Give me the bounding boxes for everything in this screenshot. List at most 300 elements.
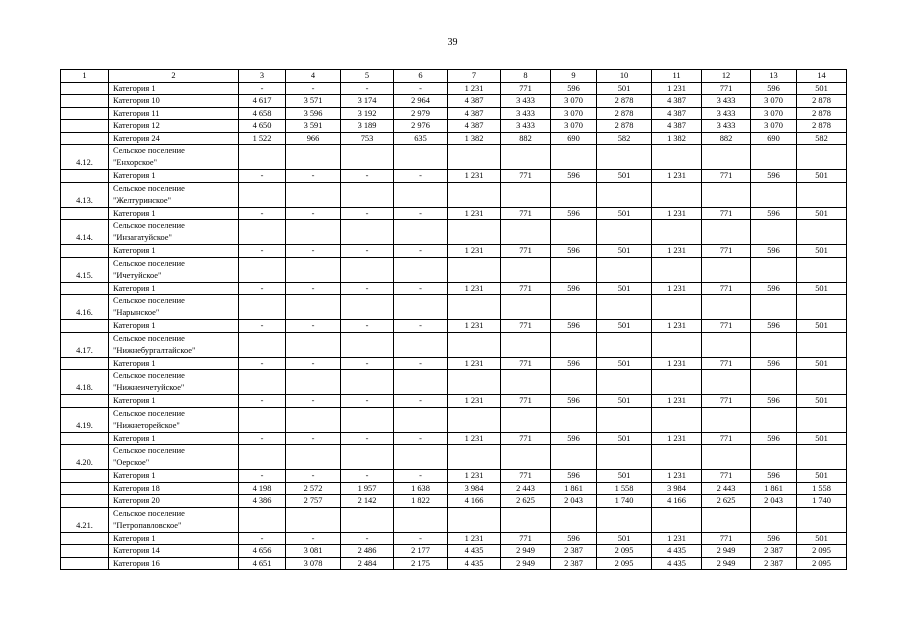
empty-cell xyxy=(551,407,597,432)
value-cell: 501 xyxy=(797,432,847,445)
value-cell: 690 xyxy=(551,132,597,145)
empty-cell xyxy=(501,332,551,357)
value-cell: 771 xyxy=(501,245,551,258)
value-cell: 596 xyxy=(551,245,597,258)
value-cell: - xyxy=(341,532,394,545)
empty-cell xyxy=(652,370,702,395)
value-cell: - xyxy=(286,320,341,333)
table-row xyxy=(61,95,847,108)
row-index: 4.16. xyxy=(61,295,109,320)
value-cell: 3 070 xyxy=(751,120,797,133)
table-row xyxy=(61,282,847,295)
settlement-row xyxy=(61,407,847,432)
value-cell: 4 435 xyxy=(652,557,702,570)
row-index xyxy=(61,395,109,408)
value-cell: 771 xyxy=(501,320,551,333)
row-index xyxy=(61,482,109,495)
empty-cell xyxy=(597,257,652,282)
empty-cell xyxy=(702,370,751,395)
settlement-name: Сельское поселение "Нижнеторейское" xyxy=(109,407,239,432)
empty-cell xyxy=(394,295,448,320)
value-cell: 582 xyxy=(797,132,847,145)
value-cell: 2 979 xyxy=(394,107,448,120)
value-cell: 2 625 xyxy=(501,495,551,508)
value-cell: 3 070 xyxy=(551,107,597,120)
value-cell: 501 xyxy=(597,170,652,183)
category-name: Категория 20 xyxy=(109,495,239,508)
row-index xyxy=(61,470,109,483)
empty-cell xyxy=(797,445,847,470)
empty-cell xyxy=(286,145,341,170)
empty-cell xyxy=(394,257,448,282)
value-cell: 1 822 xyxy=(394,495,448,508)
value-cell: 1 231 xyxy=(448,170,501,183)
empty-cell xyxy=(501,407,551,432)
empty-cell xyxy=(702,407,751,432)
empty-cell xyxy=(394,332,448,357)
column-header: 14 xyxy=(797,70,847,83)
value-cell: 3 433 xyxy=(702,120,751,133)
empty-cell xyxy=(797,257,847,282)
value-cell: 771 xyxy=(501,82,551,95)
value-cell: 3 571 xyxy=(286,95,341,108)
value-cell: 753 xyxy=(341,132,394,145)
empty-cell xyxy=(652,507,702,532)
value-cell: 771 xyxy=(702,357,751,370)
value-cell: 4 435 xyxy=(448,545,501,558)
empty-cell xyxy=(597,332,652,357)
value-cell: 771 xyxy=(501,532,551,545)
value-cell: 1 231 xyxy=(448,282,501,295)
value-cell: 1 861 xyxy=(751,482,797,495)
page-number: 39 xyxy=(447,37,458,48)
value-cell: 2 625 xyxy=(702,495,751,508)
value-cell: 4 387 xyxy=(448,120,501,133)
empty-cell xyxy=(239,182,286,207)
value-cell: 771 xyxy=(702,470,751,483)
settlement-name: Сельское поселение "Нарынское" xyxy=(109,295,239,320)
value-cell: - xyxy=(239,207,286,220)
value-cell: 2 387 xyxy=(751,545,797,558)
row-index xyxy=(61,82,109,95)
empty-cell xyxy=(341,407,394,432)
empty-cell xyxy=(286,407,341,432)
value-cell: 2 486 xyxy=(341,545,394,558)
empty-cell xyxy=(797,507,847,532)
empty-cell xyxy=(341,295,394,320)
empty-cell xyxy=(597,507,652,532)
category-name: Категория 16 xyxy=(109,557,239,570)
value-cell: 501 xyxy=(797,357,847,370)
value-cell: 1 861 xyxy=(551,482,597,495)
value-cell: 3 078 xyxy=(286,557,341,570)
value-cell: 2 387 xyxy=(751,557,797,570)
category-name: Категория 1 xyxy=(109,395,239,408)
empty-cell xyxy=(286,507,341,532)
category-name: Категория 1 xyxy=(109,320,239,333)
empty-cell xyxy=(797,332,847,357)
value-cell: 771 xyxy=(702,532,751,545)
value-cell: 3 070 xyxy=(551,95,597,108)
row-index xyxy=(61,107,109,120)
empty-cell xyxy=(652,182,702,207)
value-cell: - xyxy=(394,432,448,445)
value-cell: 1 522 xyxy=(239,132,286,145)
value-cell: 3 433 xyxy=(702,107,751,120)
table-row xyxy=(61,207,847,220)
value-cell: 501 xyxy=(797,82,847,95)
empty-cell xyxy=(448,145,501,170)
category-name: Категория 1 xyxy=(109,357,239,370)
empty-cell xyxy=(751,445,797,470)
value-cell: 4 387 xyxy=(448,95,501,108)
row-index xyxy=(61,245,109,258)
empty-cell xyxy=(702,445,751,470)
empty-cell xyxy=(341,332,394,357)
value-cell: 4 387 xyxy=(652,95,702,108)
category-name: Категория 14 xyxy=(109,545,239,558)
empty-cell xyxy=(551,257,597,282)
value-cell: 2 175 xyxy=(394,557,448,570)
table-row xyxy=(61,532,847,545)
value-cell: 596 xyxy=(551,357,597,370)
value-cell: 501 xyxy=(597,320,652,333)
value-cell: 771 xyxy=(702,320,751,333)
empty-cell xyxy=(597,145,652,170)
column-header: 8 xyxy=(501,70,551,83)
table-row xyxy=(61,545,847,558)
value-cell: 1 740 xyxy=(597,495,652,508)
value-cell: 1 231 xyxy=(448,470,501,483)
empty-cell xyxy=(551,445,597,470)
value-cell: - xyxy=(239,245,286,258)
row-index: 4.20. xyxy=(61,445,109,470)
value-cell: - xyxy=(286,207,341,220)
category-name: Категория 18 xyxy=(109,482,239,495)
value-cell: - xyxy=(286,432,341,445)
value-cell: 2 757 xyxy=(286,495,341,508)
value-cell: 501 xyxy=(597,470,652,483)
value-cell: 771 xyxy=(501,282,551,295)
settlement-name: Сельское поселение "Желтуринское" xyxy=(109,182,239,207)
value-cell: 4 651 xyxy=(239,557,286,570)
table-row xyxy=(61,107,847,120)
table-row xyxy=(61,82,847,95)
settlement-row xyxy=(61,257,847,282)
empty-cell xyxy=(286,182,341,207)
empty-cell xyxy=(751,182,797,207)
value-cell: 1 231 xyxy=(652,395,702,408)
value-cell: 596 xyxy=(551,470,597,483)
empty-cell xyxy=(286,370,341,395)
empty-cell xyxy=(394,145,448,170)
value-cell: 1 231 xyxy=(652,207,702,220)
value-cell: - xyxy=(394,82,448,95)
table-row xyxy=(61,482,847,495)
empty-cell xyxy=(751,370,797,395)
column-header: 11 xyxy=(652,70,702,83)
value-cell: 501 xyxy=(597,282,652,295)
tariff-table xyxy=(60,69,847,570)
empty-cell xyxy=(597,182,652,207)
table-row xyxy=(61,395,847,408)
value-cell: - xyxy=(286,395,341,408)
empty-cell xyxy=(797,145,847,170)
row-index xyxy=(61,545,109,558)
category-name: Категория 11 xyxy=(109,107,239,120)
empty-cell xyxy=(597,295,652,320)
empty-cell xyxy=(501,507,551,532)
category-name: Категория 1 xyxy=(109,432,239,445)
value-cell: - xyxy=(341,282,394,295)
value-cell: 4 656 xyxy=(239,545,286,558)
value-cell: 596 xyxy=(751,532,797,545)
row-index xyxy=(61,557,109,570)
value-cell: - xyxy=(394,320,448,333)
empty-cell xyxy=(551,145,597,170)
row-index xyxy=(61,357,109,370)
value-cell: 501 xyxy=(597,245,652,258)
column-header: 7 xyxy=(448,70,501,83)
value-cell: 4 435 xyxy=(448,557,501,570)
settlement-name: Сельское поселение "Ичетуйское" xyxy=(109,257,239,282)
empty-cell xyxy=(394,507,448,532)
value-cell: 771 xyxy=(702,432,751,445)
value-cell: 1 231 xyxy=(652,245,702,258)
value-cell: 2 949 xyxy=(702,557,751,570)
value-cell: 2 043 xyxy=(751,495,797,508)
value-cell: - xyxy=(286,170,341,183)
table-row xyxy=(61,245,847,258)
row-index: 4.13. xyxy=(61,182,109,207)
value-cell: 501 xyxy=(797,170,847,183)
settlement-row xyxy=(61,295,847,320)
value-cell: 3 070 xyxy=(751,95,797,108)
empty-cell xyxy=(702,257,751,282)
settlement-name: Сельское поселение "Нижнебургалтайское" xyxy=(109,332,239,357)
value-cell: 2 949 xyxy=(501,557,551,570)
empty-cell xyxy=(448,220,501,245)
value-cell: 2 387 xyxy=(551,557,597,570)
empty-cell xyxy=(702,507,751,532)
value-cell: 2 572 xyxy=(286,482,341,495)
value-cell: 1 231 xyxy=(448,432,501,445)
category-name: Категория 1 xyxy=(109,282,239,295)
empty-cell xyxy=(751,257,797,282)
empty-cell xyxy=(702,295,751,320)
value-cell: 4 650 xyxy=(239,120,286,133)
value-cell: 4 198 xyxy=(239,482,286,495)
value-cell: 966 xyxy=(286,132,341,145)
value-cell: - xyxy=(394,245,448,258)
settlement-row xyxy=(61,507,847,532)
value-cell: 771 xyxy=(501,432,551,445)
empty-cell xyxy=(597,370,652,395)
value-cell: 1 558 xyxy=(797,482,847,495)
value-cell: 501 xyxy=(797,470,847,483)
value-cell: 3 070 xyxy=(551,120,597,133)
value-cell: 2 484 xyxy=(341,557,394,570)
column-header: 12 xyxy=(702,70,751,83)
empty-cell xyxy=(751,507,797,532)
row-index xyxy=(61,532,109,545)
empty-cell xyxy=(341,445,394,470)
settlement-name: Сельское поселение "Енхорское" xyxy=(109,145,239,170)
value-cell: 882 xyxy=(501,132,551,145)
value-cell: 2 949 xyxy=(702,545,751,558)
value-cell: 1 638 xyxy=(394,482,448,495)
value-cell: 2 043 xyxy=(551,495,597,508)
value-cell: 501 xyxy=(797,320,847,333)
empty-cell xyxy=(239,370,286,395)
value-cell: 771 xyxy=(501,207,551,220)
value-cell: - xyxy=(239,532,286,545)
value-cell: 1 231 xyxy=(652,170,702,183)
value-cell: - xyxy=(341,320,394,333)
empty-cell xyxy=(702,182,751,207)
empty-cell xyxy=(702,332,751,357)
value-cell: 596 xyxy=(551,532,597,545)
category-name: Категория 1 xyxy=(109,245,239,258)
value-cell: 1 231 xyxy=(652,357,702,370)
empty-cell xyxy=(501,445,551,470)
value-cell: 1 231 xyxy=(652,470,702,483)
value-cell: 596 xyxy=(751,432,797,445)
value-cell: 1 231 xyxy=(448,245,501,258)
value-cell: 4 387 xyxy=(652,107,702,120)
value-cell: 771 xyxy=(702,282,751,295)
value-cell: - xyxy=(394,395,448,408)
category-name: Категория 1 xyxy=(109,470,239,483)
column-header: 6 xyxy=(394,70,448,83)
value-cell: 3 081 xyxy=(286,545,341,558)
value-cell: - xyxy=(394,207,448,220)
row-index: 4.15. xyxy=(61,257,109,282)
empty-cell xyxy=(652,445,702,470)
settlement-name: Сельское поселение "Петропавловское" xyxy=(109,507,239,532)
empty-cell xyxy=(597,220,652,245)
empty-cell xyxy=(448,257,501,282)
value-cell: 501 xyxy=(597,357,652,370)
empty-cell xyxy=(551,332,597,357)
row-index: 4.18. xyxy=(61,370,109,395)
empty-cell xyxy=(501,370,551,395)
value-cell: 4 386 xyxy=(239,495,286,508)
table-row xyxy=(61,132,847,145)
value-cell: 1 382 xyxy=(448,132,501,145)
value-cell: 1 231 xyxy=(448,320,501,333)
empty-cell xyxy=(797,220,847,245)
value-cell: 596 xyxy=(751,320,797,333)
value-cell: 1 231 xyxy=(448,82,501,95)
header-row xyxy=(61,70,847,83)
empty-cell xyxy=(501,257,551,282)
value-cell: 1 231 xyxy=(448,395,501,408)
value-cell: 596 xyxy=(751,282,797,295)
empty-cell xyxy=(448,295,501,320)
value-cell: 1 231 xyxy=(652,282,702,295)
empty-cell xyxy=(239,332,286,357)
empty-cell xyxy=(751,332,797,357)
value-cell: - xyxy=(239,357,286,370)
column-header: 1 xyxy=(61,70,109,83)
value-cell: 2 095 xyxy=(597,545,652,558)
empty-cell xyxy=(797,370,847,395)
empty-cell xyxy=(286,332,341,357)
value-cell: 1 231 xyxy=(448,207,501,220)
table-body xyxy=(61,82,847,570)
row-index xyxy=(61,207,109,220)
value-cell: 501 xyxy=(797,532,847,545)
value-cell: 2 949 xyxy=(501,545,551,558)
value-cell: 3 192 xyxy=(341,107,394,120)
value-cell: - xyxy=(341,357,394,370)
value-cell: 2 878 xyxy=(797,95,847,108)
value-cell: 582 xyxy=(597,132,652,145)
category-name: Категория 1 xyxy=(109,207,239,220)
empty-cell xyxy=(702,220,751,245)
value-cell: 596 xyxy=(751,170,797,183)
settlement-row xyxy=(61,145,847,170)
value-cell: 1 231 xyxy=(652,532,702,545)
table-row xyxy=(61,557,847,570)
table-row xyxy=(61,120,847,133)
empty-cell xyxy=(501,182,551,207)
empty-cell xyxy=(341,182,394,207)
value-cell: 771 xyxy=(702,82,751,95)
empty-cell xyxy=(239,257,286,282)
value-cell: - xyxy=(239,320,286,333)
value-cell: 3 433 xyxy=(501,107,551,120)
value-cell: 501 xyxy=(797,395,847,408)
value-cell: - xyxy=(341,432,394,445)
value-cell: 3 189 xyxy=(341,120,394,133)
value-cell: - xyxy=(286,532,341,545)
empty-cell xyxy=(702,145,751,170)
empty-cell xyxy=(448,182,501,207)
empty-cell xyxy=(341,145,394,170)
value-cell: 635 xyxy=(394,132,448,145)
value-cell: 771 xyxy=(702,245,751,258)
empty-cell xyxy=(341,257,394,282)
row-index: 4.12. xyxy=(61,145,109,170)
row-index xyxy=(61,282,109,295)
value-cell: 501 xyxy=(597,207,652,220)
value-cell: 596 xyxy=(551,170,597,183)
empty-cell xyxy=(551,295,597,320)
value-cell: 1 382 xyxy=(652,132,702,145)
row-index xyxy=(61,320,109,333)
value-cell: 501 xyxy=(597,82,652,95)
value-cell: 2 443 xyxy=(702,482,751,495)
empty-cell xyxy=(597,407,652,432)
value-cell: 3 591 xyxy=(286,120,341,133)
value-cell: 596 xyxy=(551,320,597,333)
row-index: 4.17. xyxy=(61,332,109,357)
row-index xyxy=(61,432,109,445)
value-cell: - xyxy=(394,282,448,295)
value-cell: - xyxy=(341,82,394,95)
value-cell: 4 387 xyxy=(652,120,702,133)
value-cell: 596 xyxy=(751,470,797,483)
column-header: 2 xyxy=(109,70,239,83)
value-cell: 3 984 xyxy=(652,482,702,495)
table-row xyxy=(61,470,847,483)
column-header: 9 xyxy=(551,70,597,83)
empty-cell xyxy=(239,220,286,245)
value-cell: 3 433 xyxy=(702,95,751,108)
value-cell: 3 433 xyxy=(501,120,551,133)
